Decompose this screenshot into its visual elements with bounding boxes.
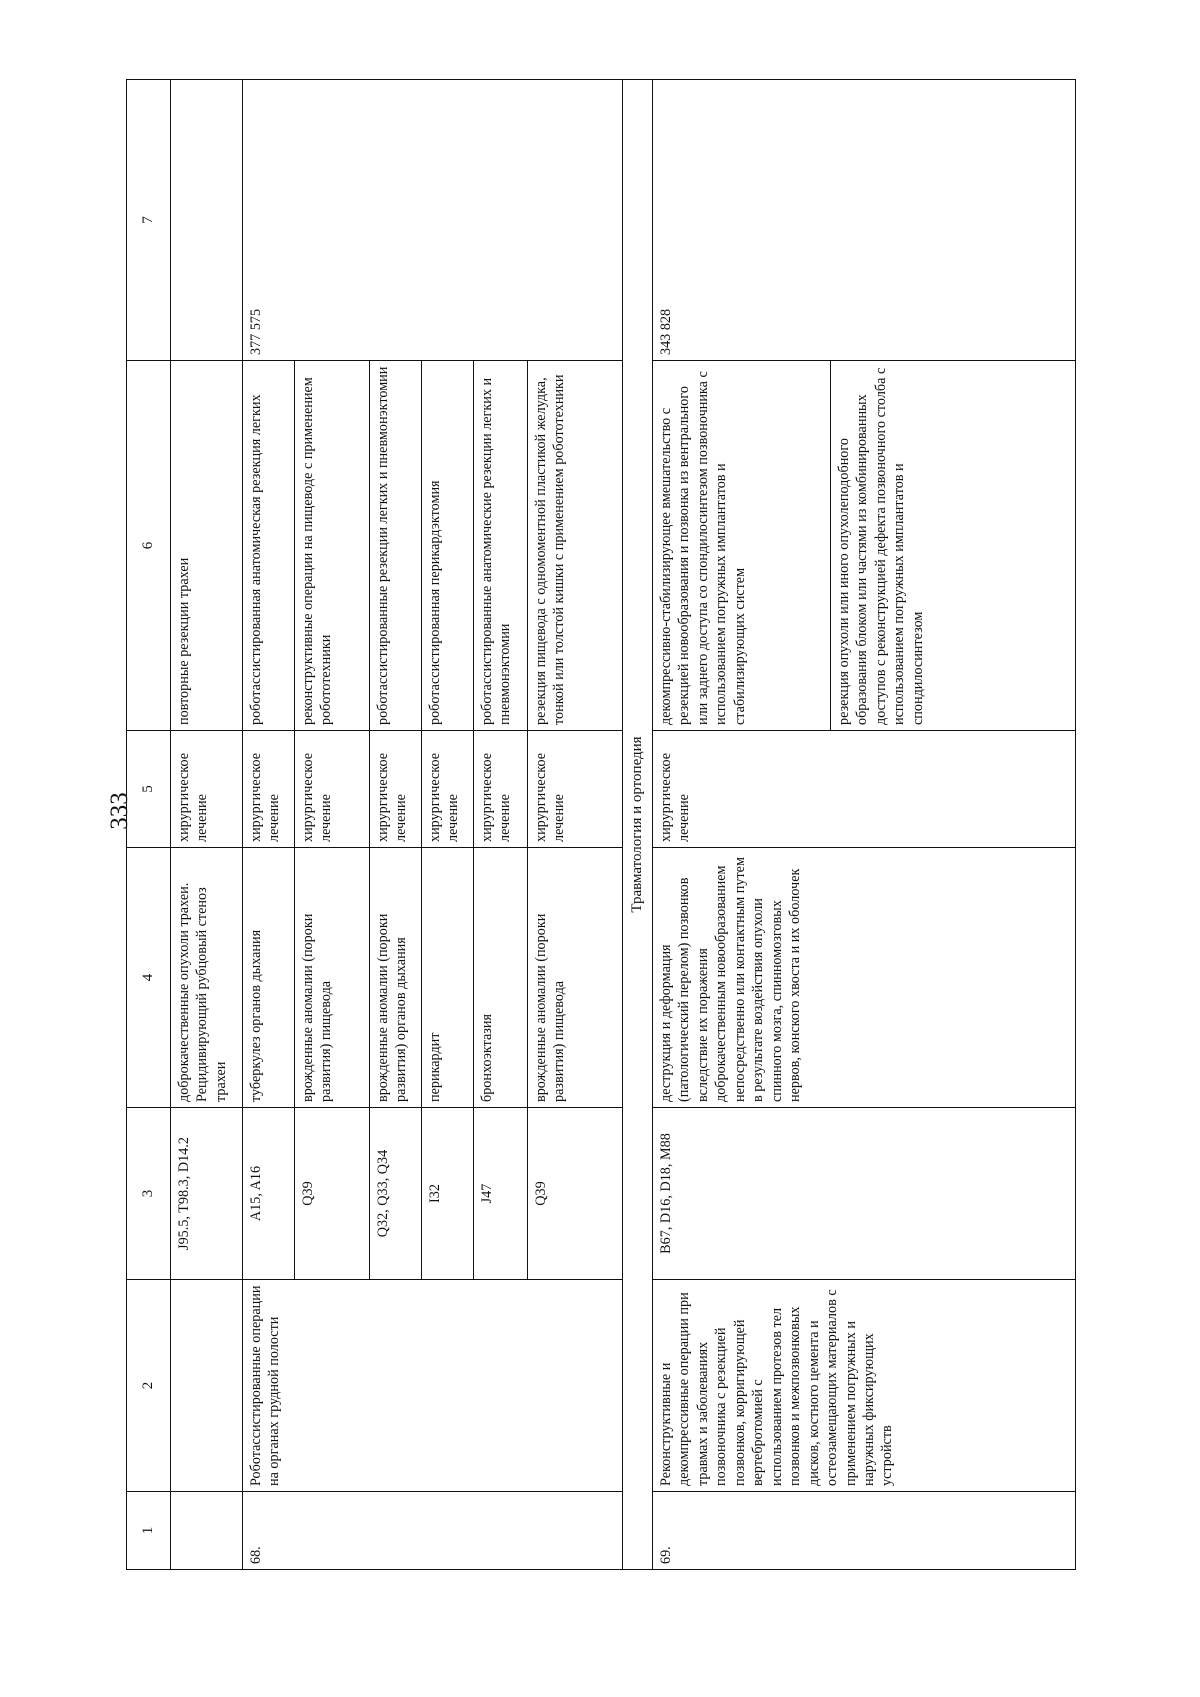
row-number-cell: 69. xyxy=(653,1492,1076,1570)
cost-cell: 377 575 xyxy=(243,80,623,361)
column-number: 3 xyxy=(127,1108,171,1280)
method-cell: повторные резекции трахеи xyxy=(171,361,243,731)
treatment-cell: хирургическое лечение xyxy=(653,731,1076,848)
treatment-cell: хирургическое лечение xyxy=(295,731,370,848)
diagnosis-codes: I32 xyxy=(422,1108,474,1280)
diagnosis-codes: A15, A16 xyxy=(243,1108,295,1280)
method-cell: роботассистированные резекции легких и пневмонэктомии xyxy=(370,361,422,731)
diagnosis-codes: B67, D16, D18, M88 xyxy=(653,1108,1076,1280)
condition-cell: врожденные аномалии (пороки развития) пищевода xyxy=(295,848,370,1108)
table-row xyxy=(243,80,295,1570)
method-cell: реконструктивные операции на пищеводе с применением робототехники xyxy=(295,361,370,731)
method-cell: декомпрессивно-стабилизирующее вмешательство с резекцией новообразования и позвонка из вентрального или заднего доступа со спондилосинтезом позвоночника с использованием погружных имплантатов и стабилизирующих систем xyxy=(653,361,831,731)
column-number: 1 xyxy=(127,1492,171,1570)
page-number: 333 xyxy=(106,792,133,830)
treatment-cell: хирургическое лечение xyxy=(171,731,243,848)
column-number: 6 xyxy=(127,361,171,731)
table-row xyxy=(171,80,243,1570)
row-number-cell: 68. xyxy=(243,1492,623,1570)
treatment-cell: хирургическое лечение xyxy=(474,731,528,848)
condition-cell: врожденные аномалии (пороки развития) пищевода xyxy=(528,848,623,1108)
diagnosis-codes: Q39 xyxy=(528,1108,623,1280)
treatment-cell: хирургическое лечение xyxy=(243,731,295,848)
condition-cell: бронхоэктазия xyxy=(474,848,528,1108)
method-cell: роботассистированная анатомическая резекция легких xyxy=(243,361,295,731)
cost-cell xyxy=(171,80,243,361)
rotated-page-content xyxy=(126,80,1076,1570)
column-number-row xyxy=(127,80,171,1570)
column-number: 7 xyxy=(127,80,171,361)
condition-cell: доброкачественные опухоли трахеи. Рецидивирующий рубцовый стеноз трахеи xyxy=(171,848,243,1108)
column-number: 5 xyxy=(127,731,171,848)
treatment-cell: хирургическое лечение xyxy=(370,731,422,848)
method-cell: роботассистированные анатомические резекции легких и пневмонэктомии xyxy=(474,361,528,731)
method-cell: резекция пищевода с одномоментной пластикой желудка, тонкой или толстой кишки с применением робототехники xyxy=(528,361,623,731)
services-table xyxy=(126,79,1076,1570)
condition-cell: врожденные аномалии (пороки развития) органов дыхания xyxy=(370,848,422,1108)
diagnosis-codes: Q32, Q33, Q34 xyxy=(370,1108,422,1280)
column-number: 2 xyxy=(127,1280,171,1492)
row-number-cell xyxy=(171,1492,243,1570)
section-header-row xyxy=(623,80,653,1570)
diagnosis-codes: J95.5, T98.3, D14.2 xyxy=(171,1108,243,1280)
table-row xyxy=(653,80,831,1570)
diagnosis-codes: J47 xyxy=(474,1108,528,1280)
treatment-cell: хирургическое лечение xyxy=(422,731,474,848)
cost-cell: 343 828 xyxy=(653,80,1076,361)
condition-cell: перикардит xyxy=(422,848,474,1108)
condition-cell: туберкулез органов дыхания xyxy=(243,848,295,1108)
group-name-cell: Роботассистированные операции на органах грудной полости xyxy=(243,1280,623,1492)
group-name-cell: Реконструктивные и декомпрессивные операции при травмах и заболеваниях позвоночника с резекцией позвонков, корригирующей вертебротомией с использованием протезов тел позвонков и межпозвонковых дисков, костного цемента и остеозамещающих материалов с применением погружных и наружных фиксирующих устройств xyxy=(653,1280,1076,1492)
column-number: 4 xyxy=(127,848,171,1108)
section-title: Травматология и ортопедия xyxy=(623,80,653,1570)
method-cell: роботассистированная перикардэктомия xyxy=(422,361,474,731)
condition-cell: деструкция и деформация (патологический перелом) позвонков вследствие их поражения доброкачественным новообразованием непосредственно или контактным путем в результате воздействия опухоли спинного мозга, спинномозговых нервов, конского хвоста и их оболочек xyxy=(653,848,1076,1108)
method-cell: резекция опухоли или иного опухолеподобного образования блоком или частями из комбинированных доступов с реконструкцией дефекта позвоночного столба с использованием погружных имплантатов и спондилосинтезом xyxy=(831,361,1076,731)
treatment-cell: хирургическое лечение xyxy=(528,731,623,848)
group-name-cell xyxy=(171,1280,243,1492)
diagnosis-codes: Q39 xyxy=(295,1108,370,1280)
